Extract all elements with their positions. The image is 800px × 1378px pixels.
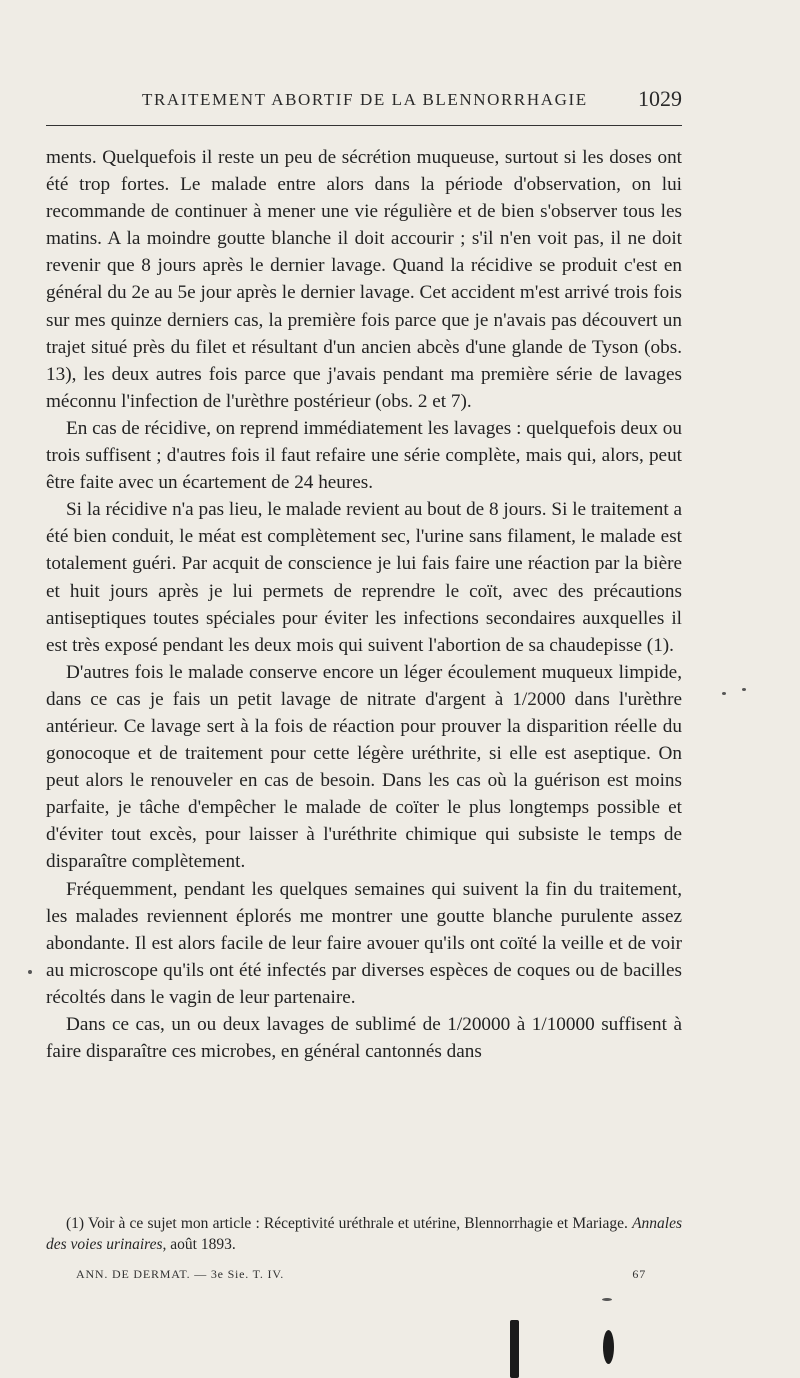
footnote-text: (1) Voir à ce sujet mon article : Réceptivité uréthrale et utérine, Blennorrhagie et Mariage. [66, 1215, 633, 1232]
margin-speck [602, 1298, 612, 1301]
paragraph-6: Dans ce cas, un ou deux lavages de sublimé de 1/20000 à 1/10000 suffisent à faire disparaître ces microbes, en général cantonnés dans [46, 1014, 682, 1063]
body-text [46, 144, 682, 1065]
page-number: 1029 [638, 86, 682, 111]
running-header [46, 88, 682, 118]
footnote-journal: Annales des voies urinaires, [46, 1215, 682, 1253]
signature-journal: ANN. DE DERMAT. — 3e Sie. T. IV. [76, 1267, 285, 1281]
running-title: TRAITEMENT ABORTIF DE LA BLENNORRHAGIE [142, 90, 588, 109]
footnote-date: août 1893. [166, 1236, 236, 1253]
paragraph-1: ments. Quelquefois il reste un peu de sécrétion muqueuse, surtout si les doses ont été trop fortes. Le malade entre alors dans la période d'observation, on lui recommande de continuer à mener une vie régulière et de bien s'observer tous les matins. A la moindre goutte blanche il doit accourir ; s'il n'en voit pas, il ne doit revenir que 8 jours après le dernier lavage. Quand la récidive se produit c'est en général du 2e au 5e jour après le dernier lavage. Cet accident m'est arrivé trois fois sur mes quinze derniers cas, la première fois parce que je n'avais pas découvert un trajet situé près du filet et résultant d'un ancien abcès d'une glande de Tyson (obs. 13), les deux autres fois parce que j'avais pendant ma première série de lavages méconnu l'infection de l'urèthre postérieur (obs. 2 et 7). [46, 147, 682, 412]
paragraph-4: D'autres fois le malade conserve encore un léger écoulement muqueux limpide, dans ce cas je fais un petit lavage de nitrate d'argent à 1/2000 dans l'urèthre antérieur. Ce lavage sert à la fois de réaction pour prouver la disparition réelle du gonocoque et de traitement pour cette légère uréthrite, si elle est aseptique. On peut alors le renouveler en cas de besoin. Dans les cas où la guérison est moins parfaite, je tâche d'empêcher le malade de coïter le plus longtemps possible et d'éviter tout excès, pour laisser à l'uréthrite chimique qui subsiste le temps de disparaître complètement. [46, 661, 682, 873]
signature-number: 67 [632, 1267, 646, 1281]
paragraph-3: Si la récidive n'a pas lieu, le malade revient au bout de 8 jours. Si le traitement a été bien conduit, le méat est complètement sec, l'urine sans filament, le malade est totalement guéri. Par acquit de conscience je lui fais faire une réaction par la bière et huit jours après je lui permets de reprendre le coït, avec des précautions antiseptiques toutes spéciales pour éviter les infections secondaires auxquelles il est très exposé pendant les deux mois qui suivent l'abortion de sa chaudepisse (1). [46, 499, 682, 656]
margin-speck [722, 692, 726, 695]
binding-mark-right [603, 1330, 614, 1364]
paragraph-5: Fréquemment, pendant les quelques semaines qui suivent la fin du traitement, les malades reviennent éplorés me montrer une goutte blanche purulente assez abondante. Il est alors facile de leur faire avouer qu'ils ont coïté la veille et de voir au microscope qu'ils ont été infectés par diverses espèces de coques ou de bacilles récoltés dans le vagin de leur partenaire. [46, 878, 682, 1008]
margin-speck [742, 688, 746, 691]
header-rule [46, 125, 682, 126]
binding-mark-left [510, 1320, 519, 1378]
footnote [46, 1213, 682, 1255]
margin-speck [28, 970, 32, 974]
paragraph-2: En cas de récidive, on reprend immédiatement les lavages : quelquefois deux ou trois suffisent ; d'autres fois il faut refaire une série complète, mais qui, alors, peut être faite avec un écartement de 24 heures. [46, 417, 682, 494]
